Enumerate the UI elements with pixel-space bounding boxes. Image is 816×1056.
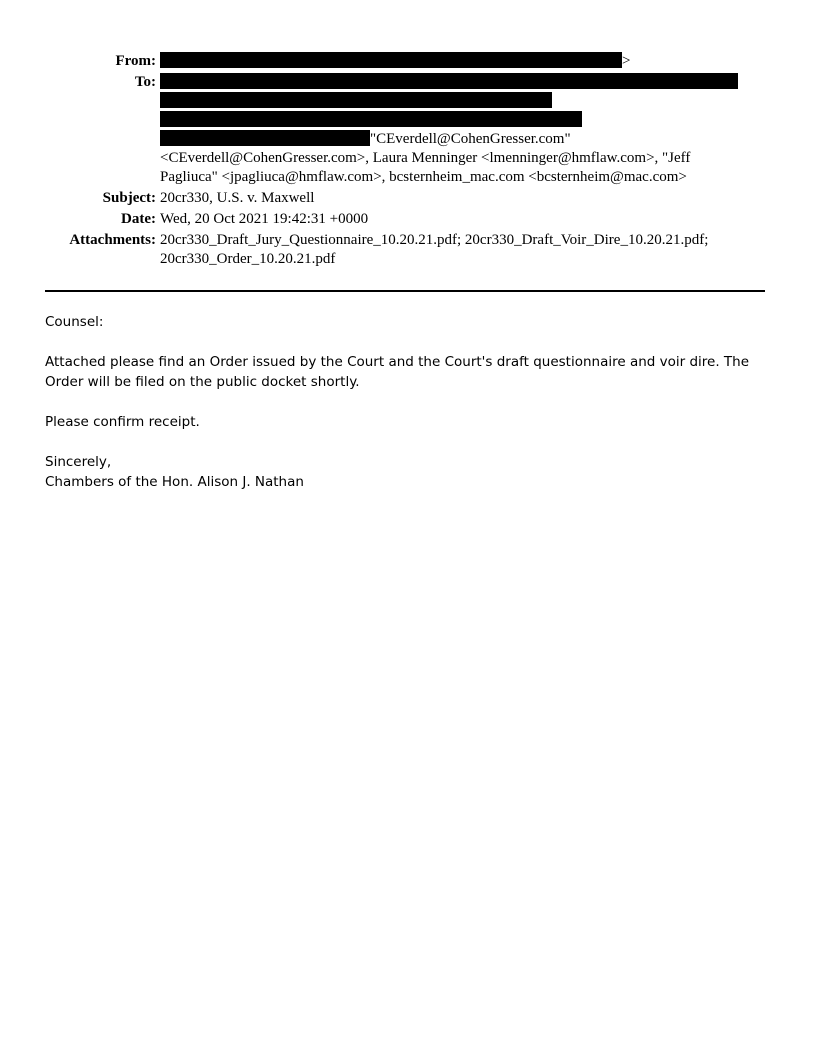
from-label: From:: [115, 53, 156, 69]
date-value: Wed, 20 Oct 2021 19:42:31 +0000: [160, 211, 369, 227]
body-paragraph: Please confirm receipt.: [45, 414, 200, 430]
to-label: To:: [134, 74, 156, 90]
subject-row: [0, 189, 816, 208]
closing: Sincerely,: [45, 454, 112, 470]
header-divider: [45, 290, 765, 292]
to-recipients: <CEverdell@CohenGresser.com>, Laura Menninger <lmenninger@hmflaw.com>, "Jeff Pagliuca" <jpagliuca@hmflaw.com>, bcsternheim_mac.com <bcsternheim@mac.com>: [160, 150, 691, 185]
from-row: [0, 52, 816, 71]
body-paragraph: Attached please find an Order issued by the Court and the Court's draft questionnaire and voir dire. The Order will be filed on the public docket shortly.: [45, 354, 750, 390]
salutation: Counsel:: [45, 314, 104, 330]
redaction-bar: [160, 52, 622, 68]
email-body: [45, 312, 770, 492]
from-suffix: >: [622, 53, 631, 69]
subject-value: 20cr330, U.S. v. Maxwell: [160, 190, 315, 206]
subject-label: Subject:: [102, 190, 156, 206]
to-value: [160, 73, 745, 187]
email-header: [0, 52, 816, 271]
attachments-label: Attachments:: [69, 232, 156, 248]
to-row: [0, 73, 816, 187]
signature: Chambers of the Hon. Alison J. Nathan: [45, 474, 304, 490]
to-visible-address: "CEverdell@CohenGresser.com": [370, 131, 571, 147]
attachments-value: 20cr330_Draft_Jury_Questionnaire_10.20.21.pdf; 20cr330_Draft_Voir_Dire_10.20.21.pdf; 20cr330_Order_10.20.21.pdf: [160, 232, 709, 267]
date-label: Date:: [121, 211, 156, 227]
attachments-row: [0, 231, 816, 269]
redaction-bar: [160, 130, 370, 146]
date-row: [0, 210, 816, 229]
redaction-bar: [160, 92, 552, 108]
redaction-bar: [160, 111, 582, 127]
redaction-bar: [160, 73, 738, 89]
from-value: [160, 52, 745, 71]
